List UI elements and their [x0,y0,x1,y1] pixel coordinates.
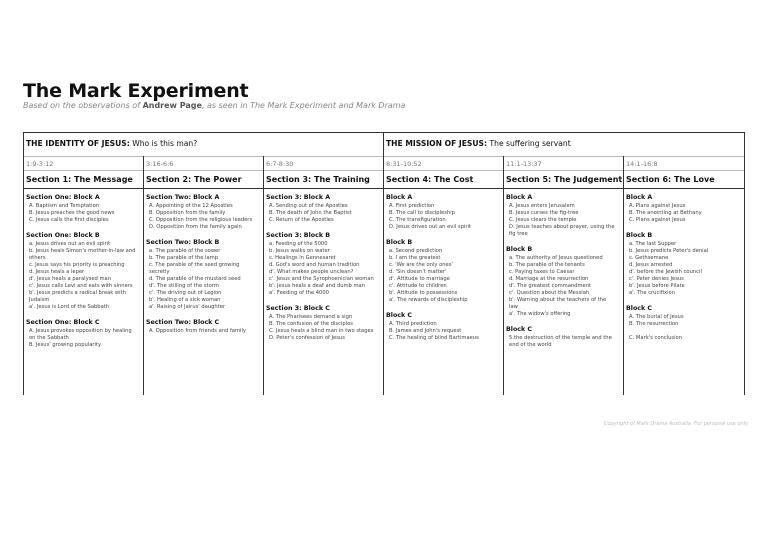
block [266,232,376,297]
block-title: Block A [386,194,413,201]
subtitle-suffix: , as seen in The Mark Experiment and Mark Drama [201,101,406,110]
block [266,305,376,342]
block-item: B. James and John's request [389,328,462,334]
block [266,194,376,224]
section-title: Section 5: The Judgement [506,175,623,184]
section-blocks [26,194,136,357]
block-item: b'. Jesus predicts a radical break with Judaism [29,290,126,303]
block-item: a'. Jesus is Lord of the Sabbath [29,304,110,310]
identity-question: Who is this man? [129,139,198,148]
block-item: A. Appointing of the 12 Apostles [149,203,233,209]
structure-table [23,132,744,395]
block-title: Block A [626,194,653,201]
block-item: a'. Raising of Jairus' daughter [149,304,226,310]
block [506,194,616,238]
block-item: A. Jesus provokes opposition by healing on the Sabbath [29,328,132,341]
block-item: d. God's word and human tradition [269,262,360,268]
block-title: Section One: Block B [26,232,100,239]
identity-header [26,139,197,148]
col-divider-1 [143,156,144,395]
block-item: a. The parable of the sower [149,248,221,254]
block-item: d. Jesus arrested [629,262,673,268]
section-reference: 6:7-8:30 [266,160,294,168]
block-item: c. Gethsemane [629,255,669,261]
block-item: b. Jesus heals Simon's mother-in-law and others [29,248,136,261]
block-item: c. Paying taxes to Caesar [509,269,575,275]
section-blocks [626,194,736,350]
block-item: b. Jesus predicts Peter's denial [629,248,709,254]
block-item: d. Marriage at the resurrection [509,276,589,282]
section-title: Section 1: The Message [26,175,133,184]
section-reference: 8:31-10:52 [386,160,422,168]
block-title: Section Two: Block C [146,319,220,326]
copyright-notice: Copyright of Mark Drama Australia. For personal use only. [604,421,750,427]
block-item: B. The resurrection [629,321,679,327]
block-item: c'. Question about the Messiah [509,290,590,296]
block-item: a. Jesus drives out an evil spirit [29,241,111,247]
block-item: b'. Jesus before Pilate [629,283,685,289]
block-item: a. The last Supper [629,241,677,247]
block-item: C. Plans against Jesus [629,217,686,223]
table-right-border [744,132,745,395]
block-title: Section 3: Block A [266,194,331,201]
col-divider-4 [503,156,504,395]
block-item: A. The burial of Jesus [629,314,684,320]
block-item: b'. Attitude to possessions [389,290,458,296]
block-item: d. Jesus heals a leper [29,269,85,275]
block-item: c'. Peter denies Jesus [629,276,684,282]
block-title: Section One: Block C [26,319,100,326]
block-item: a. The authority of Jesus questioned [509,255,603,261]
section-blocks [386,194,496,350]
block-item: B. Jesus curses the fig-tree [509,210,579,216]
block-item: B. The death of John the Baptist [269,210,352,216]
block [506,326,616,349]
page-title: The Mark Experiment [23,80,249,102]
block-item [626,328,736,335]
block [146,239,256,311]
block-item: b. Jesus walks on water [269,248,330,254]
block-item: C. Return of the Apostles [269,217,334,223]
block-title: Block C [386,312,413,319]
block [386,194,496,231]
block-item: C. Jesus calls the first disciples [29,217,109,223]
block [26,194,136,224]
mission-header [386,139,571,148]
block-item: b. The parable of the lamp [149,255,219,261]
block-item: C. The healing of blind Bartimaeus [389,335,479,341]
block-item: c. 'We are the only ones' [389,262,453,268]
block-item: a'. The crucifixion [629,290,676,296]
block-title: Block C [626,305,653,312]
subtitle-prefix: Based on the observations of [23,101,143,110]
mission-question: The suffering servant [487,139,571,148]
section-reference: 3:16-6:6 [146,160,174,168]
block-item: a. Feeding of the 5000 [269,241,328,247]
block [626,305,736,342]
block-item: A. First prediction [389,203,435,209]
block-item: c. Healings in Gennesaret [269,255,336,261]
block-item: d. 'Sin doesn't matter' [389,269,447,275]
block [26,232,136,311]
block [386,239,496,304]
col-divider-3 [383,132,384,395]
section-reference: 11:1-13:37 [506,160,542,168]
block-item: A. Opposition from friends and family [149,328,246,334]
block-item: d'. The stilling of the storm [149,283,219,289]
block-title: Section Two: Block A [146,194,220,201]
block-title: Section One: Block A [26,194,100,201]
block-item: D. Opposition from the family again [149,224,242,230]
section-blocks [266,194,376,350]
block [626,194,736,224]
section-title: Section 4: The Cost [386,175,474,184]
block-item: b'. Warning about the teachers of the law [509,297,607,310]
section-reference: 1:9-3:12 [26,160,54,168]
block-item: d'. Attitude to marriage [389,276,450,282]
block-item: 5.the destruction of the temple and the end of the world [509,335,612,348]
block-item: b. The parable of the tenants [509,262,585,268]
block [26,319,136,349]
block-item: a'. Feeding of the 4000 [269,290,329,296]
col-divider-5 [623,156,624,395]
block [626,232,736,297]
block-title: Block C [506,326,533,333]
table-left-border [23,132,24,395]
block-item: A. Plans against Jesus [629,203,686,209]
section-blocks [506,194,616,357]
block-item: a'. The widow's offering [509,311,571,317]
section-blocks [146,194,256,343]
block-item: A. Baptism and Temptation [29,203,100,209]
block-item: b'. Healing of a sick woman [149,297,221,303]
block-item: c. The parable of the seed growing secretly [149,262,240,275]
block-item: B. The anointing at Bethany [629,210,702,216]
block-item: b'. Jesus heals a deaf and dumb man [269,283,366,289]
block-item: B. The call to discipleship [389,210,455,216]
block-item: c'. Attitude to children [389,283,447,289]
block-item: D. Jesus teaches about prayer, using the fig tree [509,224,615,237]
block-item: B. Jesus' growing popularity [29,342,102,348]
block-item: d. The parable of the mustard seed [149,276,241,282]
block-title: Section 3: Block B [266,232,330,239]
mission-label: THE MISSION OF JESUS: [386,139,488,148]
block [386,312,496,342]
section-reference: 14:1-16:8 [626,160,658,168]
block-item: c'. Jesus calls Levi and eats with sinners [29,283,133,289]
block-item: d'. before the Jewish council [629,269,702,275]
block-item: C. Jesus heals a blind man in two stages [269,328,374,334]
identity-label: THE IDENTITY OF JESUS: [26,139,130,148]
block-title: Block A [506,194,533,201]
block-item: B. Opposition from the family [149,210,226,216]
section-title: Section 3: The Training [266,175,370,184]
section-title: Section 6: The Love [626,175,715,184]
block-item: c'. Jesus and the Syrophoenician woman [269,276,374,282]
block-item: C. The transfiguration [389,217,446,223]
block-item: D. Jesus drives out an evil spirit [389,224,471,230]
block-item: A. Sending out of the Apostles [269,203,348,209]
block-item: a'. The rewards of discipleship [389,297,468,303]
block-item: B. Jesus preaches the good news [29,210,115,216]
block [146,319,256,335]
block-item: c'. The driving out of Legion [149,290,222,296]
block-item: c. Jesus says his priority is preaching [29,262,125,268]
block-title: Block B [386,239,413,246]
block-item: B. The confusion of the disciples [269,321,354,327]
block-item: A. Jesus enters Jerusalem [509,203,575,209]
block-item: D. Peter's confession of Jesus [269,335,345,341]
block-title: Section 3: Block C [266,305,330,312]
block-title: Section Two: Block B [146,239,220,246]
block-item: d'. What makes people unclean? [269,269,354,275]
subtitle-author: Andrew Page [142,101,202,110]
block-item: C. Mark's conclusion [629,335,682,341]
block-title: Block B [506,246,533,253]
block-item: C. Jesus clears the temple [509,217,577,223]
block-item: A. Third prediction [389,321,437,327]
block [506,246,616,318]
block [146,194,256,231]
block-item: A. The Pharisees demand a sign [269,314,353,320]
block-item: b. I am the greatest [389,255,441,261]
block-item: d'. The greatest commandment [509,283,592,289]
page-subtitle [23,101,405,110]
block-title: Block B [626,232,653,239]
block-item: d'. Jesus heals a paralysed man [29,276,112,282]
block-item: C. Opposition from the religious leaders [149,217,253,223]
section-title: Section 2: The Power [146,175,242,184]
col-divider-2 [263,156,264,395]
block-item: a. Second prediction [389,248,443,254]
